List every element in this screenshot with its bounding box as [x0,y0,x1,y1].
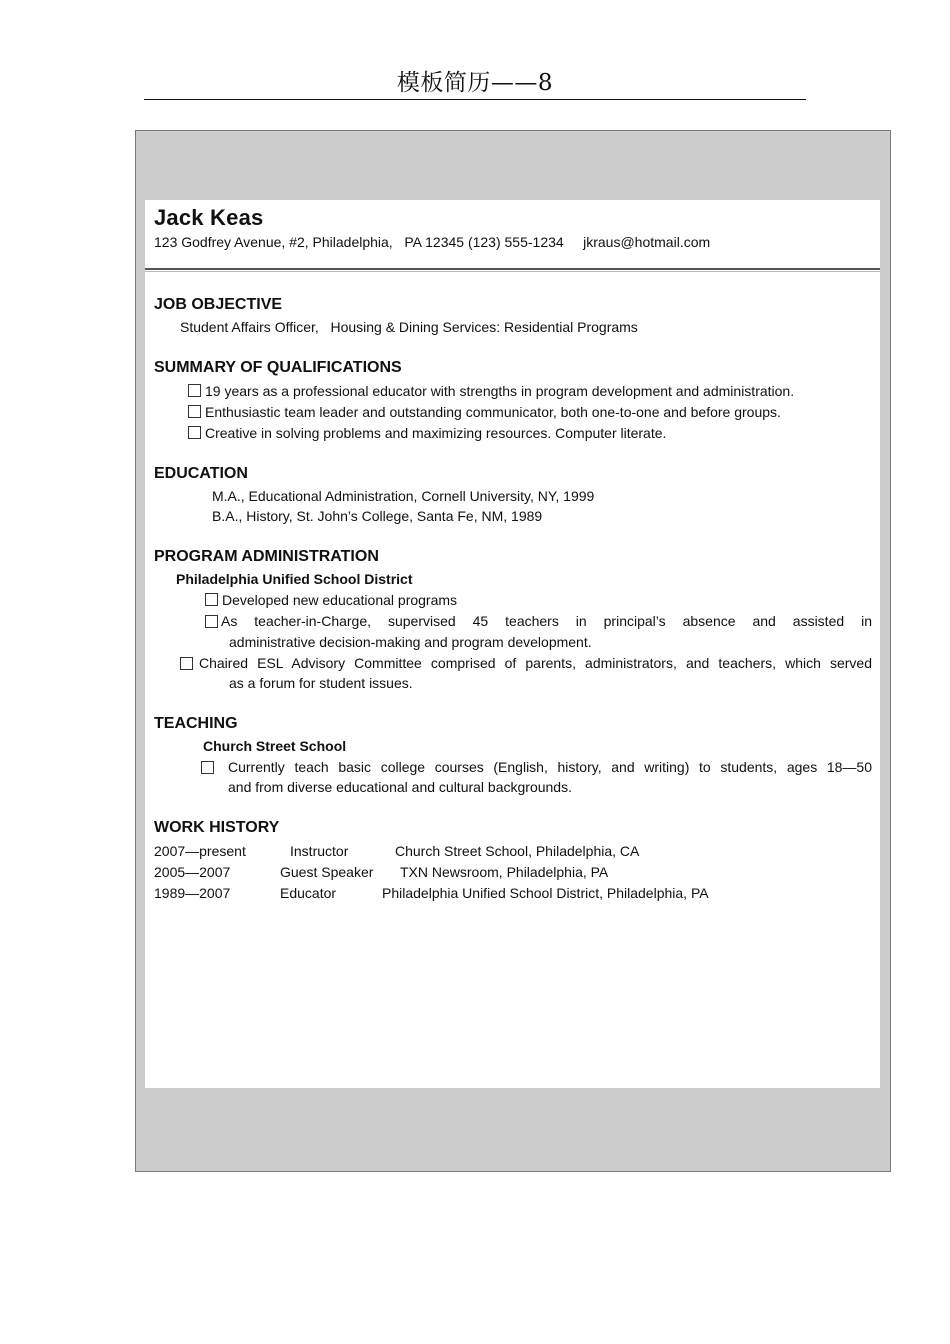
resume-sheet [145,200,880,1088]
teaching-item-text: Currently teach basic college courses (English, history, and writing) to students, ages 18—50 [228,759,872,775]
summary-item [188,381,794,401]
resume-frame [135,130,891,1172]
header-separator [145,268,880,270]
summary-heading: SUMMARY OF QUALIFICATIONS [154,359,402,376]
title-underline [144,99,806,100]
job-objective-heading: JOB OBJECTIVE [154,296,283,313]
work-place: TXN Newsroom, Philadelphia, PA [400,864,609,880]
checkbox-icon [205,593,218,606]
work-role: Guest Speaker [280,864,374,880]
education-heading: EDUCATION [154,465,248,482]
work-period: 1989—2007 [154,885,231,901]
work-place: Philadelphia Unified School District, Philadelphia, PA [382,885,709,901]
work-period: 2007—present [154,843,246,859]
summary-item-text: 19 years as a professional educator with strengths in program development and administration. [205,383,795,399]
teaching-heading: TEACHING [154,715,238,732]
work-period: 2005—2007 [154,864,231,880]
education-item: B.A., History, St. John’s College, Santa Fe, NM, 1989 [212,508,543,524]
program-admin-item-text: Chaired ESL Advisory Committee comprised of parents, administrators, and teachers, which served [199,655,872,671]
program-admin-item [205,590,457,610]
program-admin-heading: PROGRAM ADMINISTRATION [154,548,379,565]
work-role: Educator [280,885,337,901]
checkbox-icon [201,761,214,774]
job-objective-text: Student Affairs Officer, Housing & Dining Services: Residential Programs [180,319,638,335]
summary-item-text: Creative in solving problems and maximizing resources. Computer literate. [205,425,667,441]
work-history-heading: WORK HISTORY [154,819,280,836]
teaching-item [201,757,872,837]
checkbox-icon [205,615,218,628]
candidate-name: Jack Keas [154,205,264,230]
program-admin-org: Philadelphia Unified School District [176,571,413,587]
summary-item-text: Enthusiastic team leader and outstanding communicator, both one-to-one and before groups. [205,404,781,420]
summary-item [188,402,781,422]
checkbox-icon [188,384,201,397]
summary-item [188,423,666,443]
program-admin-item-continuation: administrative decision-making and program development. [229,634,592,650]
contact-line: 123 Godfrey Avenue, #2, Philadelphia, PA 12345 (123) 555-1234 jkraus@hotmail.com [154,234,711,250]
program-admin-item-text: Developed new educational programs [222,592,458,608]
teaching-org: Church Street School [203,738,347,754]
work-role: Instructor [290,843,349,859]
header-separator-shadow [145,271,880,272]
checkbox-icon [180,657,193,670]
program-admin-item-continuation: as a forum for student issues. [229,675,413,691]
teaching-item-continuation: and from diverse educational and cultural backgrounds. [228,779,572,795]
document-title: 模板简历——8 [396,70,554,96]
checkbox-icon [188,405,201,418]
work-place: Church Street School, Philadelphia, CA [395,843,640,859]
checkbox-icon [188,426,201,439]
program-admin-item [180,653,872,733]
education-item: M.A., Educational Administration, Cornell University, NY, 1999 [212,488,595,504]
program-admin-item-text: As teacher-in-Charge, supervised 45 teachers in principal’s absence and assisted in [221,613,872,629]
